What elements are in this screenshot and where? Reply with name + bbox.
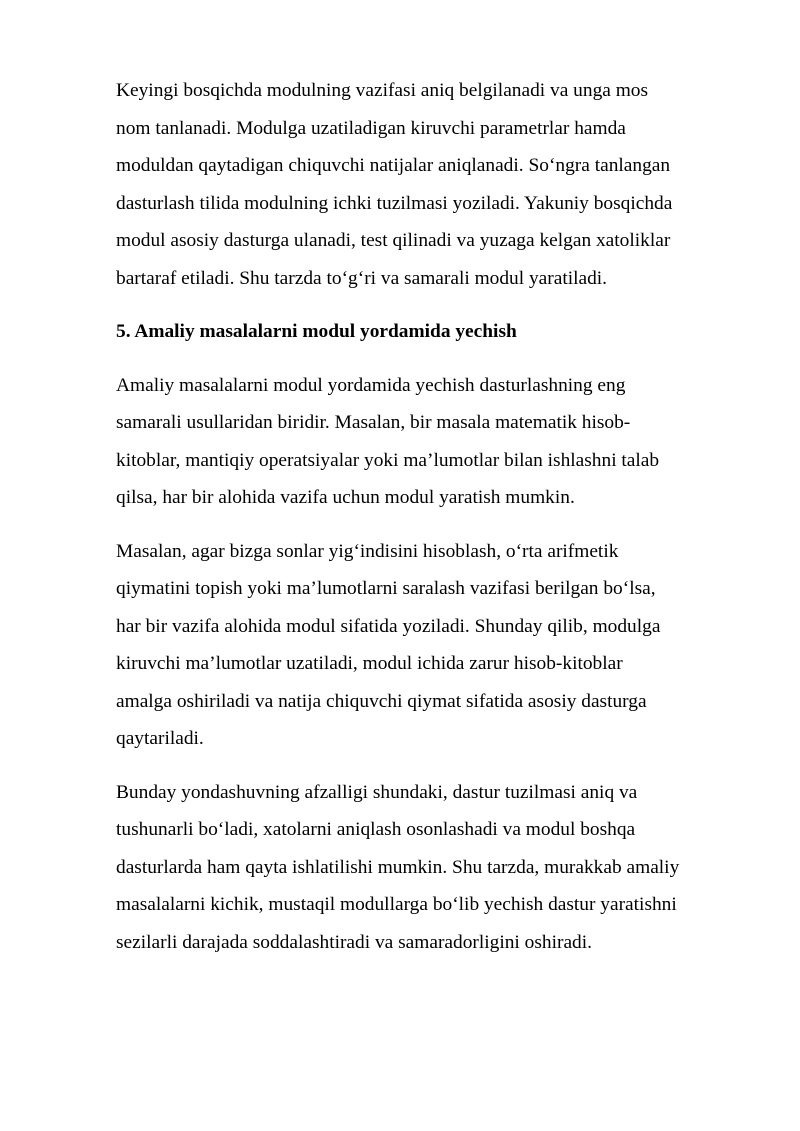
text-line: Keyingi bosqichda modulning vazifasi aniq belgilanadi va unga mos <box>116 80 649 101</box>
paragraph-spacing <box>116 297 746 313</box>
text-line: kiruvchi ma’lumotlar uzatiladi, modul ichida zarur hisob-kitoblar <box>116 653 623 674</box>
text-line: qilsa, har bir alohida vazifa uchun modul yaratish mumkin. <box>116 487 575 508</box>
text-line: bartaraf etiladi. Shu tarzda to‘g‘ri va samarali modul yaratiladi. <box>116 267 608 289</box>
paragraph-spacing <box>116 758 746 774</box>
section-heading <box>116 313 746 351</box>
text-line: tushunarli bo‘ladi, xatolarni aniqlash osonlashadi va modul boshqa <box>116 819 636 840</box>
paragraph-spacing <box>116 517 746 533</box>
paragraph-modular-solving-intro <box>116 367 746 517</box>
text-line: qaytariladi. <box>116 728 204 749</box>
text-line: har bir vazifa alohida modul sifatida yoziladi. Shunday qilib, modulga <box>116 615 661 637</box>
text-line: samarali usullaridan biridir. Masalan, bir masala matematik hisob- <box>116 412 631 433</box>
text-line: sezilarli darajada soddalashtiradi va samaradorligini oshiradi. <box>116 931 592 953</box>
document-body <box>116 72 746 961</box>
text-line: qiymatini topish yoki ma’lumotlarni saralash vazifasi berilgan bo‘lsa, <box>116 578 656 599</box>
text-line: Masalan, agar bizga sonlar yig‘indisini hisoblash, o‘rta arifmetik <box>116 540 619 562</box>
paragraph-advantages <box>116 774 746 962</box>
text-line: amalga oshiriladi va natija chiquvchi qiymat sifatida asosiy dasturga <box>116 690 647 712</box>
text-line: Amaliy masalalarni modul yordamida yechish dasturlashning eng <box>116 374 626 396</box>
text-line: Bunday yondashuvning afzalligi shundaki, dastur tuzilmasi aniq va <box>116 781 638 803</box>
text-line: modul asosiy dasturga ulanadi, test qilinadi va yuzaga kelgan xatoliklar <box>116 230 671 251</box>
text-line: moduldan qaytadigan chiquvchi natijalar aniqlanadi. So‘ngra tanlangan <box>116 155 671 176</box>
text-line: masalalarni kichik, mustaqil modullarga bo‘lib yechish dastur yaratishni <box>116 894 677 915</box>
paragraph-example <box>116 533 746 758</box>
heading-text: 5. Amaliy masalalarni modul yordamida yechish <box>116 321 517 342</box>
paragraph-spacing <box>116 351 746 367</box>
text-line: dasturlarda ham qayta ishlatilishi mumkin. Shu tarzda, murakkab amaliy <box>116 856 680 878</box>
paragraph-module-creation-steps <box>116 72 746 297</box>
text-line: dasturlash tilida modulning ichki tuzilmasi yoziladi. Yakuniy bosqichda <box>116 192 673 214</box>
text-line: kitoblar, mantiqiy operatsiyalar yoki ma’lumotlar bilan ishlashni talab <box>116 449 660 471</box>
text-line: nom tanlanadi. Modulga uzatiladigan kiruvchi parametrlar hamda <box>116 117 626 139</box>
